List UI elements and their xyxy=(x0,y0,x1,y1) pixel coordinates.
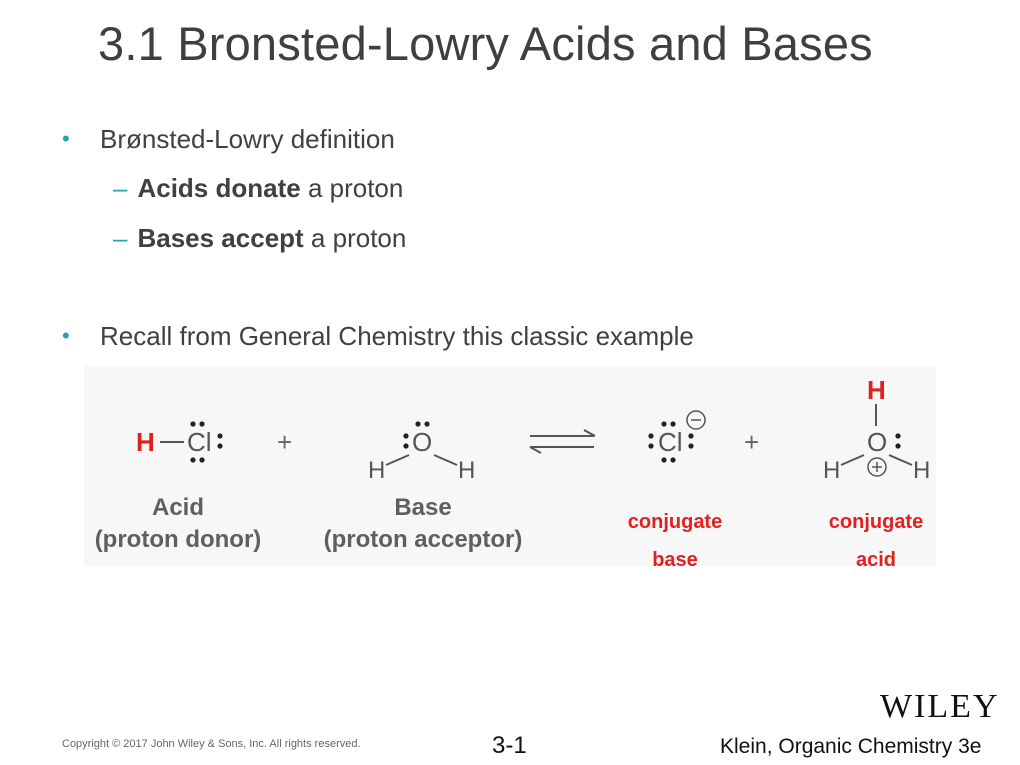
acid-sublabel: (proton donor) xyxy=(94,526,262,553)
hydronium-lone-pair xyxy=(895,433,900,448)
conjugate-acid-label-line2: acid xyxy=(855,549,897,571)
positive-charge-icon xyxy=(868,458,886,476)
wiley-logo: WILEY xyxy=(880,688,1000,725)
page-title: 3.1 Bronsted-Lowry Acids and Bases xyxy=(98,17,873,70)
water-oxygen: O xyxy=(412,427,433,457)
water-hydrogen-left: H xyxy=(368,457,386,484)
base-label: Base xyxy=(394,494,452,521)
hcl-chlorine: Cl xyxy=(187,427,212,457)
bullet-marker: • xyxy=(62,126,70,151)
hydronium-oxygen: O xyxy=(867,427,888,457)
chloride-chlorine: Cl xyxy=(658,427,683,457)
sub-bullet-marker: – xyxy=(113,173,128,203)
bullet-example-text: Recall from General Chemistry this classic example xyxy=(100,321,694,351)
hydronium-added-hydrogen: H xyxy=(867,375,886,405)
negative-charge-icon xyxy=(687,411,705,429)
hydronium-hydrogen-right: H xyxy=(913,457,931,484)
bases-accept-bold: Bases accept xyxy=(137,223,304,253)
acids-donate-rest: a proton xyxy=(300,173,404,203)
book-title: Klein, Organic Chemistry 3e xyxy=(720,735,982,758)
plus-sign-2: + xyxy=(744,427,760,457)
plus-sign-1: + xyxy=(277,427,293,457)
acid-label: Acid xyxy=(151,494,204,521)
base-sublabel: (proton acceptor) xyxy=(323,526,523,553)
equilibrium-arrow-icon xyxy=(530,430,595,453)
water-hydrogen-right: H xyxy=(458,457,476,484)
hydronium-hydrogen-left: H xyxy=(823,457,841,484)
sub-bullet-bases xyxy=(113,223,406,254)
bullet-marker: • xyxy=(62,323,70,348)
hcl-hydrogen: H xyxy=(136,427,155,457)
acids-donate-bold: Acids donate xyxy=(137,173,301,203)
conjugate-base-label-line1: conjugate xyxy=(627,511,723,533)
sub-bullet-marker: – xyxy=(113,223,128,253)
acid-base-reaction-diagram xyxy=(84,366,936,571)
bullet-definition-text: Brønsted-Lowry definition xyxy=(100,124,395,154)
bases-accept-rest: a proton xyxy=(303,223,407,253)
hydronium-bond-right xyxy=(889,455,912,465)
sub-bullet-acids xyxy=(113,173,403,204)
slide-number: 3-1 xyxy=(492,732,527,759)
water-bond-right xyxy=(434,455,457,465)
hydronium-bond-left xyxy=(841,455,864,465)
copyright-notice: Copyright © 2017 John Wiley & Sons, Inc. All rights reserved. xyxy=(62,738,361,750)
conjugate-acid-label-line1: conjugate xyxy=(828,511,924,533)
water-bond-left xyxy=(386,455,409,465)
conjugate-base-label-line2: base xyxy=(652,549,698,571)
